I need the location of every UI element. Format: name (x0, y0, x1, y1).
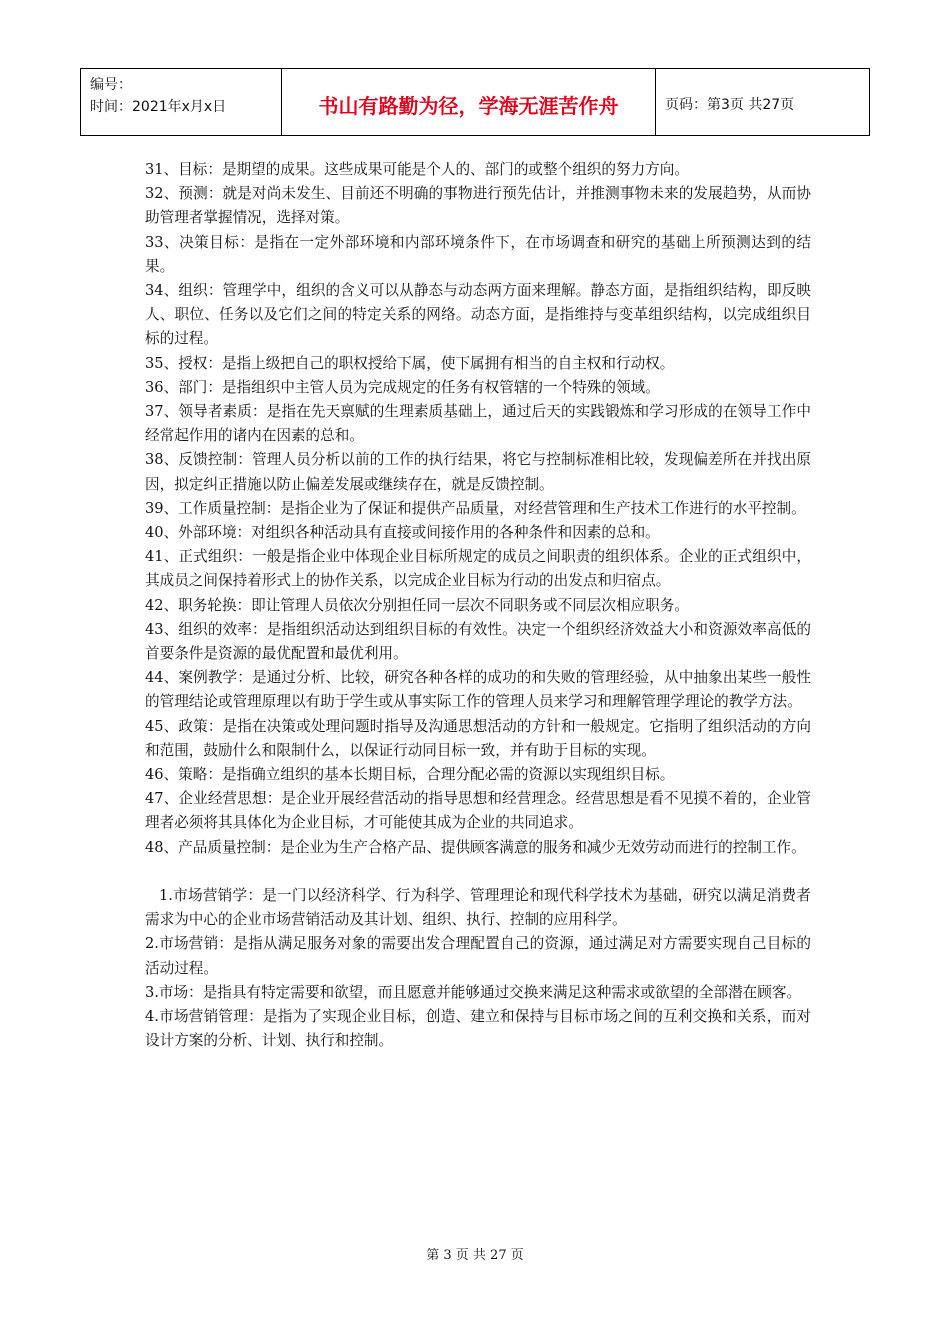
paragraph-b3: 3.市场：是指具有特定需要和欲望，而且愿意并能够通过交换来满足这种需求或欲望的全部潜在顾客。 (145, 983, 802, 1001)
section-gap (145, 860, 811, 884)
paragraph-b2: 2.市场营销：是指从满足服务对象的需要出发合理配置自己的资源，通过满足对方需要实现自己目标的活动过程。 (145, 935, 811, 977)
paragraph-35: 35、授权：是指上级把自己的职权授给下属，使下属拥有相当的自主权和行动权。 (145, 354, 675, 372)
motto: 书山有路勤为径，学海无涯苦作舟 (282, 69, 656, 135)
paragraph-41: 41、正式组织：一般是指企业中体现企业目标所规定的成员之间职责的组织体系。企业的正式组织中，其成员之间保持着形式上的协作关系，以完成企业目标为行动的出发点和归宿点。 (145, 548, 811, 590)
date-label: 时间：2021年x月x日 (90, 99, 227, 115)
paragraph-31: 31、目标：是期望的成果。这些成果可能是个人的、部门的或整个组织的努力方向。 (145, 161, 689, 178)
header-info (81, 69, 282, 135)
page-footer: 第 3 页 共 27 页 (426, 1248, 524, 1263)
paragraph-40: 40、外部环境：对组织各种活动具有直接或间接作用的各种条件和因素的总和。 (145, 524, 660, 542)
number-label: 编号： (90, 77, 132, 93)
paragraph-33: 33、决策目标：是指在一定外部环境和内部环境条件下，在市场调查和研究的基础上所预测达到的结果。 (145, 233, 811, 275)
paragraph-32: 32、预测：就是对尚未发生、目前还不明确的事物进行预先估计，并推测事物未来的发展趋势，从而协助管理者掌握情况，选择对策。 (145, 185, 811, 227)
document-body (145, 158, 811, 1053)
paragraph-47: 47、企业经营思想：是企业开展经营活动的指导思想和经营理念。经营思想是看不见摸不着的，企业管理者必须将其具体化为企业目标，才可能使其成为企业的共同追求。 (145, 790, 811, 832)
paragraph-b1: 1.市场营销学：是一门以经济科学、行为科学、管理理论和现代科学技术为基础，研究以满足消费者需求为中心的企业市场营销活动及其计划、组织、执行、控制的应用科学。 (145, 886, 811, 929)
paragraph-44: 44、案例教学：是通过分析、比较，研究各种各样的成功的和失败的管理经验，从中抽象出某些一般性的管理结论或管理原理以有助于学生或从事实际工作的管理人员来学习和理解管理学理论的教学方法。 (145, 669, 811, 711)
paragraph-48: 48、产品质量控制：是企业为生产合格产品、提供顾客满意的服务和减少无效劳动而进行的控制工作。 (145, 838, 806, 856)
paragraph-38: 38、反馈控制：管理人员分析以前的工作的执行结果，将它与控制标准相比较，发现偏差所在并找出原因，拟定纠正措施以防止偏差发展或继续存在，就是反馈控制。 (145, 451, 811, 493)
paragraph-36: 36、部门：是指组织中主管人员为完成规定的任务有权管辖的一个特殊的领域。 (145, 378, 660, 396)
paragraph-b4: 4.市场营销管理：是指为了实现企业目标，创造、建立和保持与目标市场之间的互利交换和关系，而对设计方案的分析、计划、执行和控制。 (145, 1007, 811, 1050)
page-label: 页码：第3页 共27页 (665, 97, 795, 113)
paragraph-39: 39、工作质量控制：是指企业为了保证和提供产品质量，对经营管理和生产技术工作进行的水平控制。 (145, 499, 806, 517)
paragraph-46: 46、策略：是指确立组织的基本长期目标，合理分配必需的资源以实现组织目标。 (145, 766, 675, 784)
paragraph-34: 34、组织：管理学中，组织的含义可以从静态与动态两方面来理解。静态方面，是指组织结构，即反映人、职位、任务以及它们之间的特定关系的网络。动态方面，是指维持与变革组织结构，以完成组织目标的过程。 (145, 282, 811, 348)
paragraph-43: 43、组织的效率：是指组织活动达到组织目标的有效性。决定一个组织经济效益大小和资源效率高低的首要条件是资源的最优配置和最优利用。 (145, 620, 811, 663)
paragraph-42: 42、职务轮换：即让管理人员依次分别担任同一层次不同职务或不同层次相应职务。 (145, 596, 689, 614)
page-header (80, 68, 870, 136)
paragraph-45: 45、政策：是指在决策或处理问题时指导及沟通思想活动的方针和一般规定。它指明了组织活动的方向和范围，鼓励什么和限制什么，以保证行动同目标一致，并有助于目标的实现。 (145, 717, 811, 759)
paragraph-37: 37、领导者素质：是指在先天禀赋的生理素质基础上，通过后天的实践锻炼和学习形成的在领导工作中经常起作用的诸内在因素的总和。 (145, 403, 811, 445)
